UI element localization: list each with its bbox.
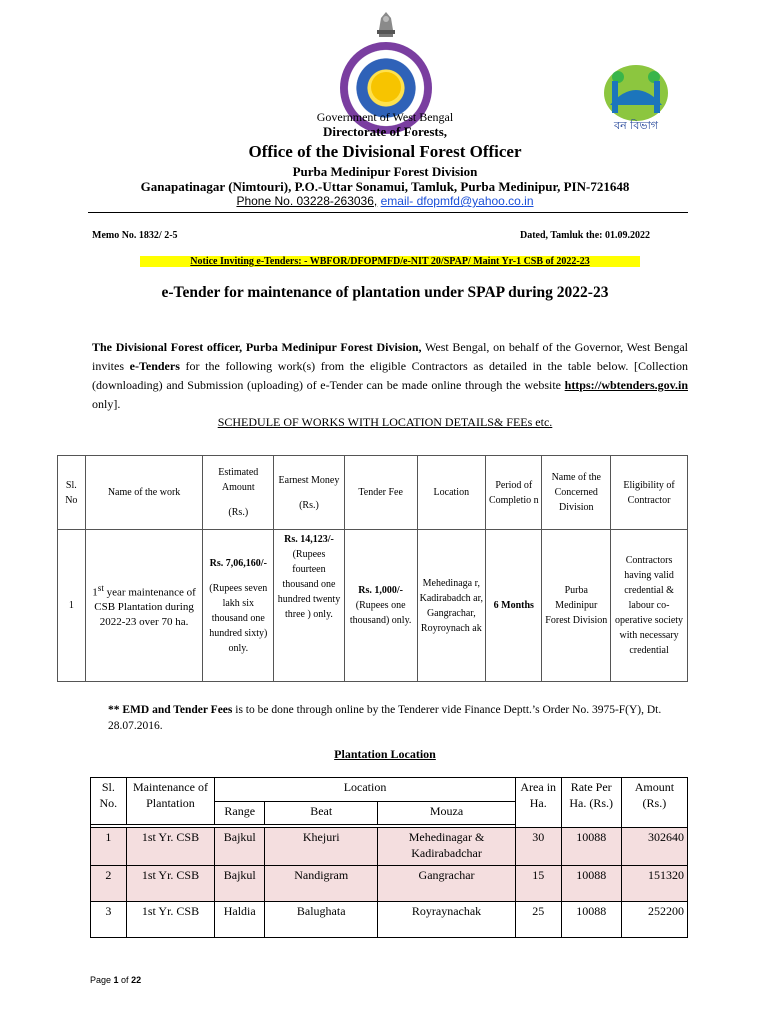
plantation-header-row [91, 778, 688, 802]
office-title: Office of the Divisional Forest Officer [248, 142, 522, 161]
estimated-value: Rs. 7,06,160/- [209, 557, 267, 569]
division-name: Purba Medinipur Forest Division [292, 164, 478, 179]
emd-note-text: is to be done through online by the Tenderer vide Finance Deptt.’s Order No. 3975-F(Y), Dt. 28.07.2016. [108, 704, 662, 732]
hdr-earnest-label: Earnest Money [278, 474, 340, 486]
intro-text-1: West Bengal, on behalf of the Governor, West Bengal invites [92, 340, 688, 373]
hdr-tender-fee: Tender Fee [344, 456, 417, 530]
emd-note-bold: ** EMD and Tender Fees [108, 704, 233, 716]
p-hdr-mouza: Mouza [378, 801, 516, 825]
work-eligibility: Contractors having valid credential & labour co-operative society with necessary credential [611, 530, 688, 682]
national-emblem-icon [373, 8, 399, 40]
page-total: 22 [131, 975, 142, 985]
contact-line [0, 194, 770, 208]
directorate-line: Directorate of Forests, [322, 124, 448, 139]
p-row-beat: Nandigram [265, 866, 378, 902]
fee-value: Rs. 1,000/- [358, 585, 404, 596]
p-row-mouza: Mehedinagar & Kadirabadchar [378, 828, 516, 866]
hdr-location: Location [417, 456, 486, 530]
p-row-area: 25 [515, 902, 561, 938]
p-row-area: 15 [515, 866, 561, 902]
p-hdr-beat: Beat [265, 801, 378, 825]
p-row-amount: 252200 [621, 902, 687, 938]
p-row-mouza: Gangrachar [378, 866, 516, 902]
intro-text-3: only]. [92, 397, 121, 411]
p-hdr-location: Location [215, 778, 516, 802]
p-row-sl: 3 [91, 902, 127, 938]
phone-number: Phone No. 03228-263036, [236, 194, 378, 208]
estimated-words: (Rupees seven lakh six thousand one hundred sixty) only. [209, 582, 268, 654]
intro-paragraph [92, 338, 688, 414]
p-hdr-range: Range [215, 801, 265, 825]
p-row-rate: 10088 [561, 902, 621, 938]
p-row-range: Bajkul [215, 828, 265, 866]
p-row-amount: 302640 [621, 828, 687, 866]
hdr-sl: Sl. No [58, 456, 86, 530]
notice-reference: Notice Inviting e-Tenders: - WBFOR/DFOPMFD/e-NIT 20/SPAP/ Maint Yr-1 CSB of 2022-23 [140, 256, 640, 267]
seal-center [371, 72, 401, 102]
plantation-row [91, 828, 688, 866]
hdr-name: Name of the work [85, 456, 203, 530]
p-row-range: Haldia [215, 902, 265, 938]
p-row-mouza: Royraynachak [378, 902, 516, 938]
p-row-sl: 1 [91, 828, 127, 866]
p-row-maintenance: 1st Yr. CSB [126, 828, 215, 866]
memo-number: Memo No. 1832/ 2-5 [92, 230, 178, 241]
p-row-amount: 151320 [621, 866, 687, 902]
work-name-text: year maintenance of CSB Plantation during 2022-23 over 70 ha. [94, 586, 196, 629]
email-link[interactable]: email- dfopmfd@yahoo.co.in [380, 194, 534, 208]
hdr-estimated-label: Estimated Amount [218, 467, 259, 493]
work-location: Mehedinaga r, Kadirabadch ar, Gangrachar, Royroynach ak [417, 530, 486, 682]
government-line: Government of West Bengal [316, 110, 454, 124]
plantation-row [91, 866, 688, 902]
hdr-estimated [203, 456, 274, 530]
p-hdr-sl: Sl. No. [91, 778, 127, 825]
hdr-period: Period of Completio n [486, 456, 542, 530]
emd-note [108, 702, 668, 734]
page-number [90, 975, 141, 985]
wbtenders-link[interactable]: https://wbtenders.gov.in [564, 378, 688, 392]
header-divider [88, 212, 688, 213]
hdr-earnest-unit: (Rs.) [299, 499, 319, 511]
work-name-number: 1 [92, 586, 98, 599]
plantation-heading: Plantation Location [334, 747, 436, 761]
p-row-range: Bajkul [215, 866, 265, 902]
schedule-heading: SCHEDULE OF WORKS WITH LOCATION DETAILS& FEEs etc. [217, 415, 553, 429]
intro-etenders: e-Tenders [129, 359, 180, 373]
p-row-rate: 10088 [561, 828, 621, 866]
work-division: Purba Medinipur Forest Division [542, 530, 611, 682]
work-name-suffix: st [97, 582, 104, 593]
p-hdr-maintenance: Maintenance of Plantation [126, 778, 215, 825]
p-row-sl: 2 [91, 866, 127, 902]
works-schedule-table [57, 455, 688, 682]
intro-text-2: for the following work(s) from the eligible Contractors as detailed in the table below. [Collection (downloading) and Submission (uploading) of e-Tender can be made online through the website [92, 359, 689, 392]
memo-date: Dated, Tamluk the: 01.09.2022 [520, 230, 651, 241]
hdr-division: Name of the Concerned Division [542, 456, 611, 530]
work-estimated [203, 530, 274, 682]
page-current: 1 [113, 975, 119, 985]
hdr-estimated-unit: (Rs.) [228, 507, 249, 518]
hdr-eligibility: Eligibility of Contractor [611, 456, 688, 530]
intro-issuer: The Divisional Forest officer, Purba Medinipur Forest Division, [92, 340, 422, 354]
p-hdr-amount: Amount (Rs.) [621, 778, 687, 828]
plantation-row [91, 902, 688, 938]
page-prefix: Page [90, 975, 114, 985]
fee-words: (Rupees one thousand) only. [349, 600, 412, 626]
earnest-words: (Rupees fourteen thousand one hundred twenty three ) only. [277, 549, 341, 620]
p-row-beat: Khejuri [265, 828, 378, 866]
hdr-earnest [274, 456, 345, 530]
logo-caption: বন বিভাগ [613, 119, 659, 132]
earnest-value: Rs. 14,123/- [284, 534, 334, 545]
work-earnest [274, 530, 345, 682]
work-period: 6 Months [486, 530, 542, 682]
works-row [58, 530, 688, 682]
document-title: e-Tender for maintenance of plantation under SPAP during 2022-23 [161, 284, 609, 301]
p-hdr-area: Area in Ha. [515, 778, 561, 828]
p-row-rate: 10088 [561, 866, 621, 902]
p-hdr-rate: Rate Per Ha. (Rs.) [561, 778, 621, 828]
p-row-beat: Balughata [265, 902, 378, 938]
work-sl: 1 [58, 530, 86, 682]
p-row-maintenance: 1st Yr. CSB [126, 902, 215, 938]
work-name [85, 530, 203, 682]
work-tender-fee [344, 530, 417, 682]
p-row-area: 30 [515, 828, 561, 866]
plantation-table [90, 777, 688, 938]
works-header-row [58, 456, 688, 530]
office-address: Ganapatinagar (Nimtouri), P.O.-Uttar Sonamui, Tamluk, Purba Medinipur, PIN-721648 [140, 179, 630, 194]
page-mid: of [118, 975, 132, 985]
p-row-maintenance: 1st Yr. CSB [126, 866, 215, 902]
